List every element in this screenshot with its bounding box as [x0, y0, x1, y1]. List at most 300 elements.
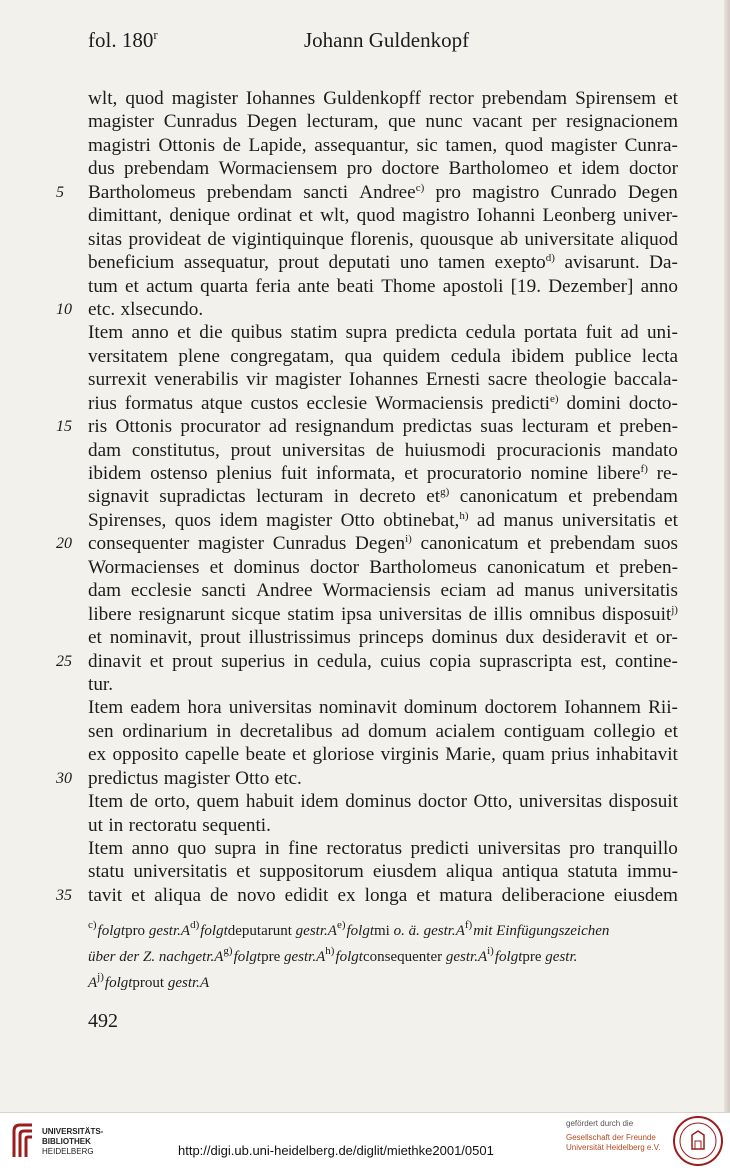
word: resignarunt: [138, 603, 225, 625]
footnote-text: pre: [522, 949, 542, 965]
word: tamen: [438, 252, 486, 274]
word: Cunrado: [550, 181, 617, 203]
word: et: [664, 509, 678, 531]
word: predictus: [88, 767, 159, 789]
word: magister: [266, 509, 333, 531]
word: eiusdem: [372, 861, 437, 883]
word: preben-: [619, 556, 678, 578]
text-line: [88, 368, 678, 391]
footnote-marker: e): [550, 392, 559, 405]
text-line: [88, 251, 678, 274]
word: consequenter: [88, 533, 190, 555]
word: doctor: [417, 791, 467, 813]
word: uno: [399, 252, 429, 274]
word: in: [293, 650, 309, 672]
footnote-editorial-note: folgt: [200, 923, 228, 939]
text-line: [88, 345, 678, 368]
word: et: [664, 720, 678, 742]
word: lecturam: [521, 416, 589, 438]
word: et: [664, 88, 678, 109]
word: et: [292, 744, 307, 766]
word: et: [558, 158, 572, 180]
word: aliqua: [445, 861, 493, 883]
footnote-text: pre: [261, 949, 281, 965]
footnote-label: j): [97, 971, 104, 983]
word: univer-: [622, 205, 678, 227]
word: doctore: [381, 158, 440, 180]
text-line: [88, 134, 678, 157]
text-line: [88, 743, 678, 766]
word: denique: [169, 205, 231, 227]
word: informata,: [316, 463, 396, 484]
word: rector: [428, 88, 474, 109]
footnote-editorial-note: mit Einfügungszeichen: [473, 923, 610, 939]
word: illis: [493, 603, 523, 625]
footnote-editorial-note: folgt: [346, 923, 374, 939]
word: congregatam,: [230, 345, 335, 367]
word: baccala-: [614, 369, 678, 391]
text-line: [88, 790, 678, 813]
word: Lapide,: [248, 134, 307, 156]
word: Wormaciensem: [218, 158, 338, 180]
line-number: 20: [56, 535, 72, 553]
word: obtinebat,$^{h)}$: [383, 509, 469, 531]
word: longa: [364, 884, 408, 906]
word: universitas: [477, 838, 561, 859]
word: resignandum: [295, 416, 395, 438]
word: nominavit,: [109, 627, 193, 649]
text-line: [88, 860, 678, 883]
line-number: 35: [56, 886, 72, 904]
word: procuracionis: [496, 439, 602, 461]
word: prebendam: [592, 486, 678, 508]
word: beneficium: [88, 252, 175, 274]
word: dux: [505, 627, 535, 649]
footnote-editorial-note: gestr.: [167, 975, 200, 991]
word: virginis: [380, 744, 439, 766]
word: prebendam: [206, 181, 293, 203]
word: provideat: [128, 228, 201, 250]
word: sitas: [88, 228, 123, 250]
footnote-editorial-note: A: [327, 923, 337, 939]
word: Otto: [235, 767, 270, 789]
word: doctorem: [484, 697, 558, 719]
word: quarta: [200, 275, 249, 297]
word: tavit: [88, 884, 123, 906]
word: suppositorum: [259, 861, 364, 883]
word: Otto,: [473, 791, 513, 813]
word: et: [634, 627, 649, 649]
footnote-text: consequenter: [362, 949, 443, 965]
text-line: [88, 509, 678, 532]
word: predicti: [410, 838, 470, 859]
word: inhabitavit: [595, 744, 678, 766]
word: ex: [337, 884, 356, 906]
footnote-editorial-note: folgt: [494, 949, 523, 965]
text-line: [88, 275, 678, 298]
word: de: [222, 134, 241, 156]
word: tur.: [88, 673, 114, 695]
word: publice: [574, 345, 632, 367]
word: Wormacienses: [88, 556, 200, 578]
word: Iohannes: [348, 369, 419, 391]
word: ad: [341, 720, 360, 742]
word: ordinat: [237, 205, 292, 227]
footnote-label: d): [190, 919, 200, 931]
word: Ottonis: [115, 416, 173, 438]
word: magister: [275, 369, 342, 391]
text-line: [88, 837, 678, 860]
footnote-editorial-note: A: [455, 923, 465, 939]
word: sequenti.: [202, 814, 271, 836]
word: tamen,: [445, 134, 498, 156]
word: beate: [245, 744, 286, 766]
footnote-editorial-note: o. ä. gestr.: [393, 923, 456, 939]
footnote-marker: h): [459, 509, 469, 522]
word: universitatis: [133, 861, 228, 883]
text-line: [88, 485, 678, 508]
word: uni-: [646, 322, 678, 344]
word: canonicatum: [459, 486, 558, 508]
word: gloriose: [312, 744, 375, 766]
word: nomine: [530, 463, 589, 484]
library-logo-icon: [8, 1121, 38, 1161]
word: prius: [551, 744, 590, 766]
word: dimittant,: [88, 205, 163, 227]
running-head: [88, 28, 680, 58]
footnote-editorial-note: folgt: [97, 923, 126, 939]
word: Ernesti: [425, 369, 481, 391]
word: rectoratu: [128, 814, 197, 836]
document-url-link[interactable]: http://digi.ub.uni-heidelberg.de/diglit/miethke2001/0501: [178, 1143, 494, 1158]
word: cedula: [450, 345, 501, 367]
word: universitatis: [561, 509, 656, 531]
footnote-editorial-note: gestr.: [545, 949, 578, 965]
folio-label: fol. 180$^r$: [88, 27, 158, 52]
page-edge-shadow: [724, 0, 730, 1112]
word: capelle: [184, 744, 240, 766]
text-line: [88, 626, 678, 649]
word: anno: [131, 838, 169, 859]
society-name-line: Universität Heidelberg e.V.: [566, 1143, 661, 1152]
footnote-editorial-note: A: [180, 923, 191, 939]
footnote-marker: j): [671, 603, 678, 616]
word: quousque: [420, 228, 494, 250]
text-line: [56, 767, 678, 790]
word: idem: [581, 158, 620, 180]
word: dam: [88, 439, 122, 461]
university-seal-icon: [672, 1115, 724, 1167]
digitization-footer: [0, 1112, 730, 1170]
word: universitas: [228, 697, 312, 719]
word: magister: [550, 134, 617, 156]
library-name-line: BIBLIOTHEK: [42, 1137, 91, 1146]
text-line: [88, 110, 678, 133]
word: avisarunt.: [564, 252, 640, 274]
word: illustrissimus: [248, 627, 351, 649]
word: tranquillo: [603, 838, 678, 859]
word: quod: [356, 205, 396, 227]
word: et: [236, 861, 251, 883]
text-line: [88, 720, 678, 743]
word: matura: [439, 884, 493, 906]
line-number: 5: [56, 183, 64, 201]
word: domini: [566, 392, 621, 414]
text-line: [88, 696, 678, 719]
word: et: [88, 627, 102, 649]
text-line: [56, 298, 678, 321]
footnote-editorial-note: A: [316, 949, 326, 965]
word: Iohannem: [564, 697, 641, 719]
word: die: [199, 322, 223, 344]
word: prebendam: [481, 88, 568, 109]
text-line: [56, 181, 678, 204]
text-line: [88, 439, 678, 462]
word: ad: [496, 580, 515, 602]
library-name: [42, 1127, 103, 1157]
word: eiusdem: [614, 884, 678, 906]
word: et: [597, 416, 612, 438]
footnote-text: deputarunt: [227, 923, 292, 939]
word: sacre: [487, 369, 528, 391]
word: lecturam,: [306, 111, 379, 133]
word: Iohanni: [476, 205, 536, 227]
word: que: [388, 111, 416, 133]
word: preben-: [619, 416, 678, 438]
word: supra: [345, 322, 388, 344]
word: predicti$^{e)}$: [491, 392, 559, 414]
word: universitas: [518, 791, 603, 813]
text-line: [56, 532, 678, 555]
word: supradictas: [159, 486, 246, 508]
word: aliquod: [620, 228, 678, 250]
folio-recto-mark: r: [153, 27, 158, 42]
word: prebendam: [549, 533, 636, 555]
word: manus: [503, 509, 554, 531]
word: ostenso: [150, 463, 208, 484]
word: apostoli: [442, 275, 504, 297]
word: quo: [177, 838, 207, 859]
word: contine-: [615, 650, 678, 672]
word: quibus: [230, 322, 283, 344]
line-number: 15: [56, 418, 72, 436]
word: venerabilis: [154, 369, 239, 391]
word: actum: [146, 275, 193, 297]
word: dinavit: [88, 650, 142, 672]
footnote-line: [88, 970, 680, 996]
word: magister: [88, 111, 155, 133]
footnote-editorial-note: folgt: [335, 949, 363, 965]
word: magister: [171, 88, 238, 109]
word: idem: [219, 509, 258, 531]
word: formatus: [124, 392, 193, 414]
word: portata: [524, 322, 578, 344]
word: antiqua: [501, 861, 559, 883]
footnote-editorial-note: A: [214, 949, 224, 965]
word: statuta: [567, 861, 618, 883]
footnote-line: [88, 944, 680, 970]
word: ris: [88, 416, 108, 438]
page-number: 492: [88, 1010, 118, 1032]
word: Cunradus: [272, 533, 347, 555]
word: predicta: [395, 322, 458, 344]
word: nominavit: [318, 697, 397, 719]
word: in: [216, 720, 232, 742]
word: prout: [200, 627, 241, 649]
word: canonicatum: [420, 533, 519, 555]
word: signavit: [88, 486, 149, 508]
word: pro: [435, 181, 462, 203]
word: procurator: [180, 416, 261, 438]
word: contiguam: [503, 720, 585, 742]
word: Bartholomeus: [369, 556, 477, 578]
word: dominus: [345, 791, 412, 813]
word: de: [468, 603, 487, 625]
word: princeps: [358, 627, 424, 649]
word: immu-: [626, 861, 678, 883]
word: quos: [174, 509, 211, 531]
word: Spirenses,: [88, 509, 167, 531]
word: idem: [300, 791, 339, 813]
word: canonicatum: [487, 556, 586, 578]
text-line: [88, 321, 678, 344]
word: acialem: [435, 720, 496, 742]
footnote-editorial-note: A: [477, 949, 488, 965]
word: dam: [88, 580, 122, 602]
footnote-editorial-note: gestr.: [284, 949, 317, 965]
word: ut: [88, 814, 103, 836]
word: rius: [88, 392, 117, 414]
word: quod: [125, 88, 164, 109]
word: tum: [88, 275, 118, 297]
word: Wormaciensis: [375, 392, 484, 414]
word: etc.: [274, 767, 302, 789]
word: assequantur,: [314, 134, 409, 156]
word: constitutus,: [131, 439, 220, 461]
word: exepto$^{d)}$: [494, 252, 555, 274]
text-line: [88, 579, 678, 602]
word: suos: [643, 533, 678, 555]
footnote-marker: i): [405, 533, 412, 546]
word: Ottonis: [158, 134, 216, 156]
funded-by-label: gefördert durch die: [566, 1119, 634, 1128]
word: Andree$^{c)}$: [359, 181, 425, 203]
word: ab: [499, 228, 519, 250]
word: copia: [429, 650, 471, 672]
word: et: [125, 275, 139, 297]
word: superius: [221, 650, 286, 672]
word: pro: [346, 158, 373, 180]
word: suprascripta: [479, 650, 572, 672]
word: sancti: [303, 181, 349, 203]
word: wlt,: [320, 205, 350, 227]
word: sic: [416, 134, 438, 156]
word: vir: [246, 369, 268, 391]
word: ibidem: [88, 463, 142, 484]
text-line: [88, 603, 678, 626]
text-line: [88, 556, 678, 579]
word: anno: [131, 322, 169, 344]
word: de: [210, 884, 229, 906]
word: Item: [88, 697, 124, 719]
word: universitas: [281, 439, 366, 461]
word: mandato: [611, 439, 678, 461]
word: plenius: [216, 463, 272, 484]
word: anno: [640, 275, 678, 297]
word: magistro: [402, 205, 470, 227]
footnote-marker: g): [440, 486, 450, 499]
word: or-: [655, 627, 678, 649]
word: procuratorio: [426, 463, 522, 484]
text-line: [88, 814, 678, 837]
word: Leonberg: [542, 205, 616, 227]
word: Andree: [256, 580, 313, 602]
text-line: [88, 87, 678, 110]
footnote-label: g): [223, 945, 233, 957]
word: in: [333, 486, 349, 508]
word: quidem: [382, 345, 441, 367]
word: surrexit: [88, 369, 147, 391]
word: [19.: [510, 275, 542, 297]
word: hora: [187, 697, 222, 719]
footnote-marker: d): [545, 252, 555, 265]
footnote-editorial-note: A: [199, 975, 210, 991]
text-line: [88, 228, 678, 251]
word: manus: [524, 580, 575, 602]
word: Wormaciensis: [322, 580, 431, 602]
word: cuius: [380, 650, 421, 672]
word: domum: [368, 720, 427, 742]
word: dominum: [403, 697, 478, 719]
word: quod: [504, 134, 544, 156]
text-line: [56, 884, 678, 907]
word: vigintiquinque: [231, 228, 344, 250]
word: est,: [580, 650, 607, 672]
word: ante: [297, 275, 330, 297]
word: decreto: [359, 486, 416, 508]
word: desideravit: [542, 627, 627, 649]
word: fine: [288, 838, 318, 859]
footnote-editorial-note: über der Z. nachgetr.: [88, 949, 215, 965]
word: florenis,: [350, 228, 414, 250]
word: decretalibus: [239, 720, 333, 742]
word: et: [209, 556, 224, 578]
word: et: [568, 486, 583, 508]
word: aliqua: [154, 884, 201, 906]
word: prout: [278, 252, 319, 274]
footnote-label: h): [325, 945, 335, 957]
word: plene: [178, 345, 220, 367]
word: in: [264, 838, 280, 859]
word: Marie,: [445, 744, 496, 766]
word: cedula,: [316, 650, 372, 672]
word: statu: [88, 861, 125, 883]
running-head-author: Johann Guldenkopf: [304, 28, 470, 52]
word: eciam: [440, 580, 487, 602]
text-line: [56, 650, 678, 673]
word: dus: [88, 158, 115, 180]
word: ordinarium: [122, 720, 208, 742]
word: et: [298, 205, 313, 227]
word: Item: [88, 791, 124, 813]
text-line: [56, 415, 678, 438]
word: doctor: [309, 556, 360, 578]
word: predictas: [402, 416, 472, 438]
word: $et^{g)}$: [426, 486, 450, 508]
word: re-: [656, 463, 678, 484]
footnote-label: e): [336, 919, 346, 931]
word: Bartholomeo: [448, 158, 549, 180]
